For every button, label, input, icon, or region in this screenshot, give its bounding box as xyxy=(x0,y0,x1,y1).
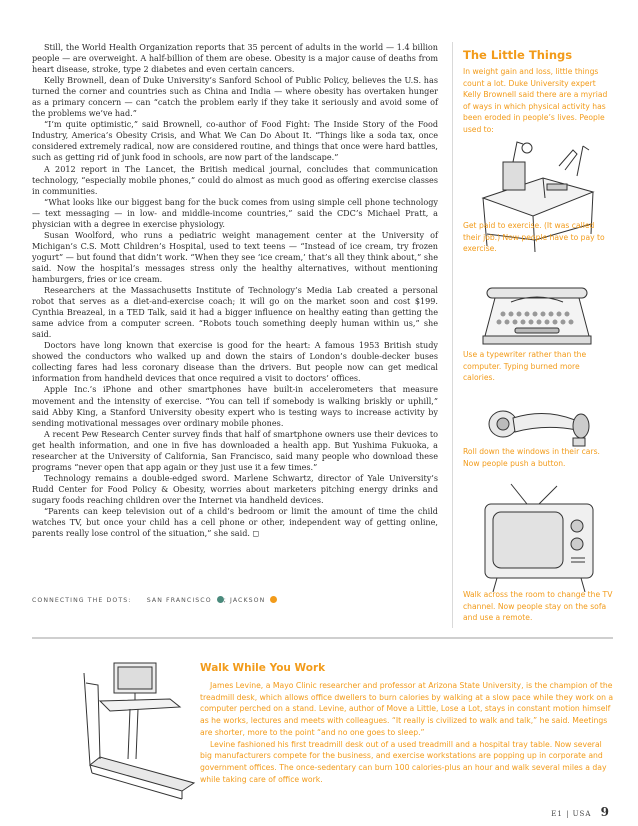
article-paragraph: “Parents can keep television out of a child’s bedroom or limit the amount of time the child watches TV, but once your child has a cell phone or other, independent way of getting online, parents really lose control of the situation,” she said. ◻ xyxy=(32,505,438,539)
article-paragraph: Kelly Brownell, dean of Duke University’s Sanford School of Public Policy, believes the U.S. has turned the corner and countries such as China and India — where obesity has overtaken hunger as a primary concern — can “catch the problem early if they take it seriously and avoid some of the problems we’ve had.” xyxy=(32,75,438,119)
typewriter-illustration xyxy=(481,282,593,354)
article-body xyxy=(32,42,438,539)
sidebar-little-things xyxy=(455,44,613,623)
sidebar-item-1: Get paid to exercise. (It was called their job.) Now people have to pay to exercise. xyxy=(463,221,605,254)
article-paragraph: Still, the World Health Organization reports that 35 percent of adults in the world — 1.4 billion people — are overweight. A half-billion of them are obese. Obesity is a major cause of deaths from heart disease, stroke, type 2 diabetes and even certain cancers. xyxy=(32,42,438,75)
article-paragraph: Doctors have long known that exercise is good for the heart: A famous 1953 British study showed the conductors who walked up and down the stairs of London’s double-decker buses collecting fares had less coronary disease than the drivers. But people now can get medical information from handheld devices that once required a visit to doctors’ offices. xyxy=(32,340,438,384)
teal-dot-icon xyxy=(217,596,224,603)
walk-paragraph: James Levine, a Mayo Clinic researcher and professor at Arizona State University, is the champion of the treadmill desk, which allows office dwellers to burn calories by walking at a slow pace while they work on a computer perched on a stand. Levine, author of Move a Little, Lose a Lot, stays in constant motion himself as he works, lectures and meets with colleagues. “It really is civilized to walk and talk,” he said. Meetings are shorter, more to the point “and no one goes to sleep.” xyxy=(200,681,614,737)
walk-paragraph: Levine fashioned his first treadmill desk out of a used treadmill and a hospital tray table. Now several big manufacturers compete for the business, and exercise workstations are popping up in corporate and government offices. The once-sedentary can burn 100 calories-plus an hour and walk several miles a day while taking care of office work. xyxy=(200,739,607,784)
sidebar-item-4: Walk across the room to change the TV channel. Now people stay on the sofa and use a remote. xyxy=(463,590,613,623)
page-number: 9 xyxy=(600,805,610,819)
orange-dot-icon xyxy=(270,596,277,603)
sidebar-item-2: Use a typewriter rather than the computer. Typing burned more calories. xyxy=(463,350,587,383)
treadmill-desk-illustration xyxy=(70,655,200,805)
sidebar-divider xyxy=(452,42,453,628)
article-paragraph: A 2012 report in The Lancet, the British medical journal, concludes that communication technology, “especially mobile phones,” could do almost as much good as offering exercise classes in communities. xyxy=(32,163,438,196)
connecting-label: CONNECTING THE DOTS: xyxy=(32,597,132,604)
walk-title: Walk While You Work xyxy=(200,662,326,674)
article-paragraph: A recent Pew Research Center survey finds that half of smartphone owners use their devices to get health information, and one in five has downloaded a health app. But Yushima Fukuoka, a researcher at the University of California, San Francisco, said many people who download these programs “never open that app again or they just use it a few times.” xyxy=(32,428,438,472)
sidebar-item-3: Roll down the windows in their cars. Now people push a button. xyxy=(463,447,600,468)
article-paragraph: Technology remains a double-edged sword. Marlene Schwartz, director of Yale University’s Rudd Center for Food Policy & Obesity, worries about marketers pitching energy drinks and sugary foods reaching children over the Internet via handheld devices. xyxy=(32,472,438,505)
sidebar-intro: In weight gain and loss, little things count a lot. Duke University expert Kelly Brownell said there are a myriad of ways in which physical activity has been eroded in people’s lives. People used to: xyxy=(463,67,608,134)
page-footer xyxy=(551,805,610,819)
connecting-the-dots: CONNECTING THE DOTS: SAN FRANCISCO ; JACKSON xyxy=(32,596,277,604)
section-divider xyxy=(32,637,613,639)
walk-while-you-work-box xyxy=(200,662,614,785)
television-illustration xyxy=(477,482,601,594)
place-san-francisco: SAN FRANCISCO xyxy=(146,597,212,604)
article-paragraph: Susan Woolford, who runs a pediatric weight management center at the University of Michigan’s C.S. Mott Children’s Hospital, used to text teens — “Instead of ice cream, try frozen yogurt” — but found that didn’t work. “When they see ‘ice cream,’ that’s all they think about,” she said. Now the hospital’s messages stress only the healthy alternatives, without mentioning hamburgers, fries or ice cream. xyxy=(32,229,438,284)
sidebar-title: The Little Things xyxy=(463,48,573,62)
article-paragraph: “What looks like our biggest bang for the buck comes from using simple cell phone technology — text messaging — in low- and middle-income countries,” said the CDC’s Michael Pratt, a physician with a degree in exercise physiology. xyxy=(32,196,438,229)
place-jackson: JACKSON xyxy=(230,597,266,604)
footer-section: E1 | USA xyxy=(551,810,592,818)
article-paragraph: “I’m quite optimistic,” said Brownell, co-author of Food Fight: The Inside Story of the Food Industry, America’s Obesity Crisis, and What We Can Do About It. “Things like a soda tax, once considered extremely radical, now are considered routine, and things that once were hard battles, such as getting rid of junk food in schools, are now part of the landscape.” xyxy=(32,119,438,163)
article-paragraph: Apple Inc.’s iPhone and other smartphones have built-in accelerometers that measure movement and the intensity of exercise. “You can tell if somebody is walking briskly or uphill,” said Abby King, a Stanford University obesity expert who is testing ways to increase activity by sending motivational messages over ordinary mobile phones. xyxy=(32,384,438,428)
article-paragraph: Researchers at the Massachusetts Institute of Technology’s Media Lab created a personal robot that serves as a diet-and-exercise coach; it will go on the market soon and cost $199. Cynthia Breazeal, in a TED Talk, said it had a bigger influence on healthy eating than getting the same advice from a computer screen. “Robots touch something deeply human within us,” she said. xyxy=(32,285,438,340)
